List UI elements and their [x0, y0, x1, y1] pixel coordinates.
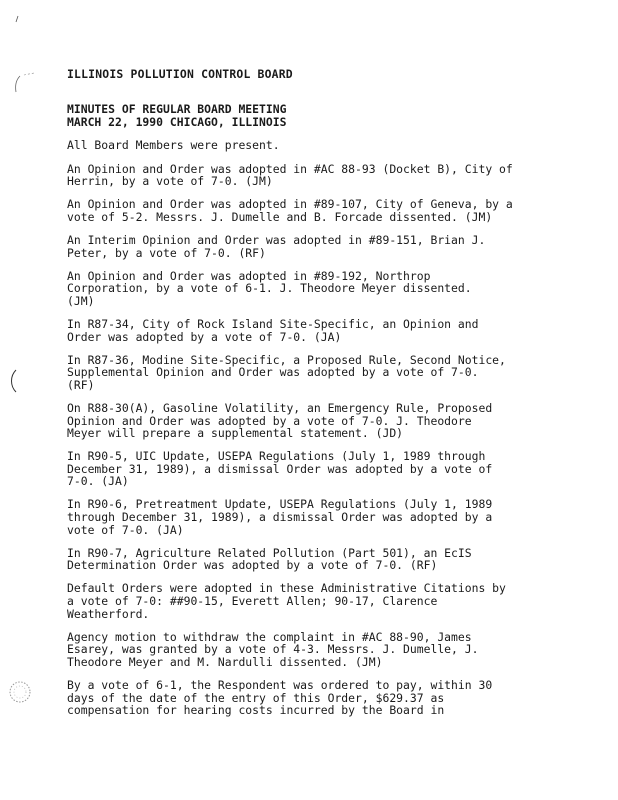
- minutes-paragraph: An Opinion and Order was adopted in #89-192, Northrop Corporation, by a vote of 6-1. J. Theodore Meyer dissented. (JM): [67, 268, 472, 308]
- meeting-title: MINUTES OF REGULAR BOARD MEETING: [67, 102, 287, 116]
- minutes-paragraph: In R90-6, Pretreatment Update, USEPA Regulations (July 1, 1989 through December 31, 1989), a dismissal Order was adopted by a vote of 7-0. (JA): [67, 497, 493, 537]
- minutes-paragraph: In R87-34, City of Rock Island Site-Specific, an Opinion and Order was adopted by a vote of 7-0. (JA): [67, 316, 479, 344]
- organization-name: ILLINOIS POLLUTION CONTROL BOARD: [67, 67, 293, 81]
- minutes-paragraph: On R88-30(A), Gasoline Volatility, an Emergency Rule, Proposed Opinion and Order was adopted by a vote of 7-0. J. Theodore Meyer will prepare a supplemental statement. (JD): [67, 400, 493, 441]
- minutes-paragraph: In R90-5, UIC Update, USEPA Regulations (July 1, 1989 through December 31, 1989), a dismissal Order was adopted by a vote of 7-0. (JA): [67, 449, 493, 489]
- meeting-date-location: MARCH 22, 1990 CHICAGO, ILLINOIS: [67, 115, 287, 129]
- minutes-paragraph: An Opinion and Order was adopted in #AC 88-93 (Docket B), City of Herrin, by a vote of 7-0. (JM): [67, 161, 513, 189]
- meeting-header: [67, 103, 286, 129]
- minutes-paragraph: Default Orders were adopted in these Administrative Citations by a vote of 7-0: ##90-15, Everett Allen; 90-17, Clarence Weatherford.: [67, 581, 506, 621]
- punch-hole-icon: [6, 676, 34, 708]
- minutes-body: [67, 139, 557, 727]
- minutes-paragraph: An Opinion and Order was adopted in #89-107, City of Geneva, by a vote of 5-2. Messrs. J. Dumelle and B. Forcade dissented. (JM): [67, 197, 513, 224]
- minutes-paragraph: In R90-7, Agriculture Related Pollution (Part 501), an EcIS Determination Order was adopted by a vote of 7-0. (RF): [67, 545, 472, 573]
- binding-mark-icon: [8, 368, 18, 394]
- scan-speck-icon: [14, 14, 24, 24]
- minutes-paragraph: By a vote of 6-1, the Respondent was ordered to pay, within 30 days of the date of the entry of this Order, $629.37 as compensation for hearing costs incurred by the Board in: [67, 678, 493, 718]
- scan-mark-icon: [12, 70, 38, 96]
- minutes-paragraph: All Board Members were present.: [67, 138, 280, 152]
- minutes-paragraph: In R87-36, Modine Site-Specific, a Proposed Rule, Second Notice, Supplemental Opinion and Order was adopted by a vote of 7-0. (RF): [67, 352, 506, 392]
- minutes-paragraph: Agency motion to withdraw the complaint in #AC 88-90, James Esarey, was granted by a vote of 4-3. Messrs. J. Dumelle, J. Theodore Meyer and M. Nardulli dissented. (JM): [67, 629, 479, 669]
- minutes-paragraph: An Interim Opinion and Order was adopted in #89-151, Brian J. Peter, by a vote of 7-0. (RF): [67, 232, 486, 260]
